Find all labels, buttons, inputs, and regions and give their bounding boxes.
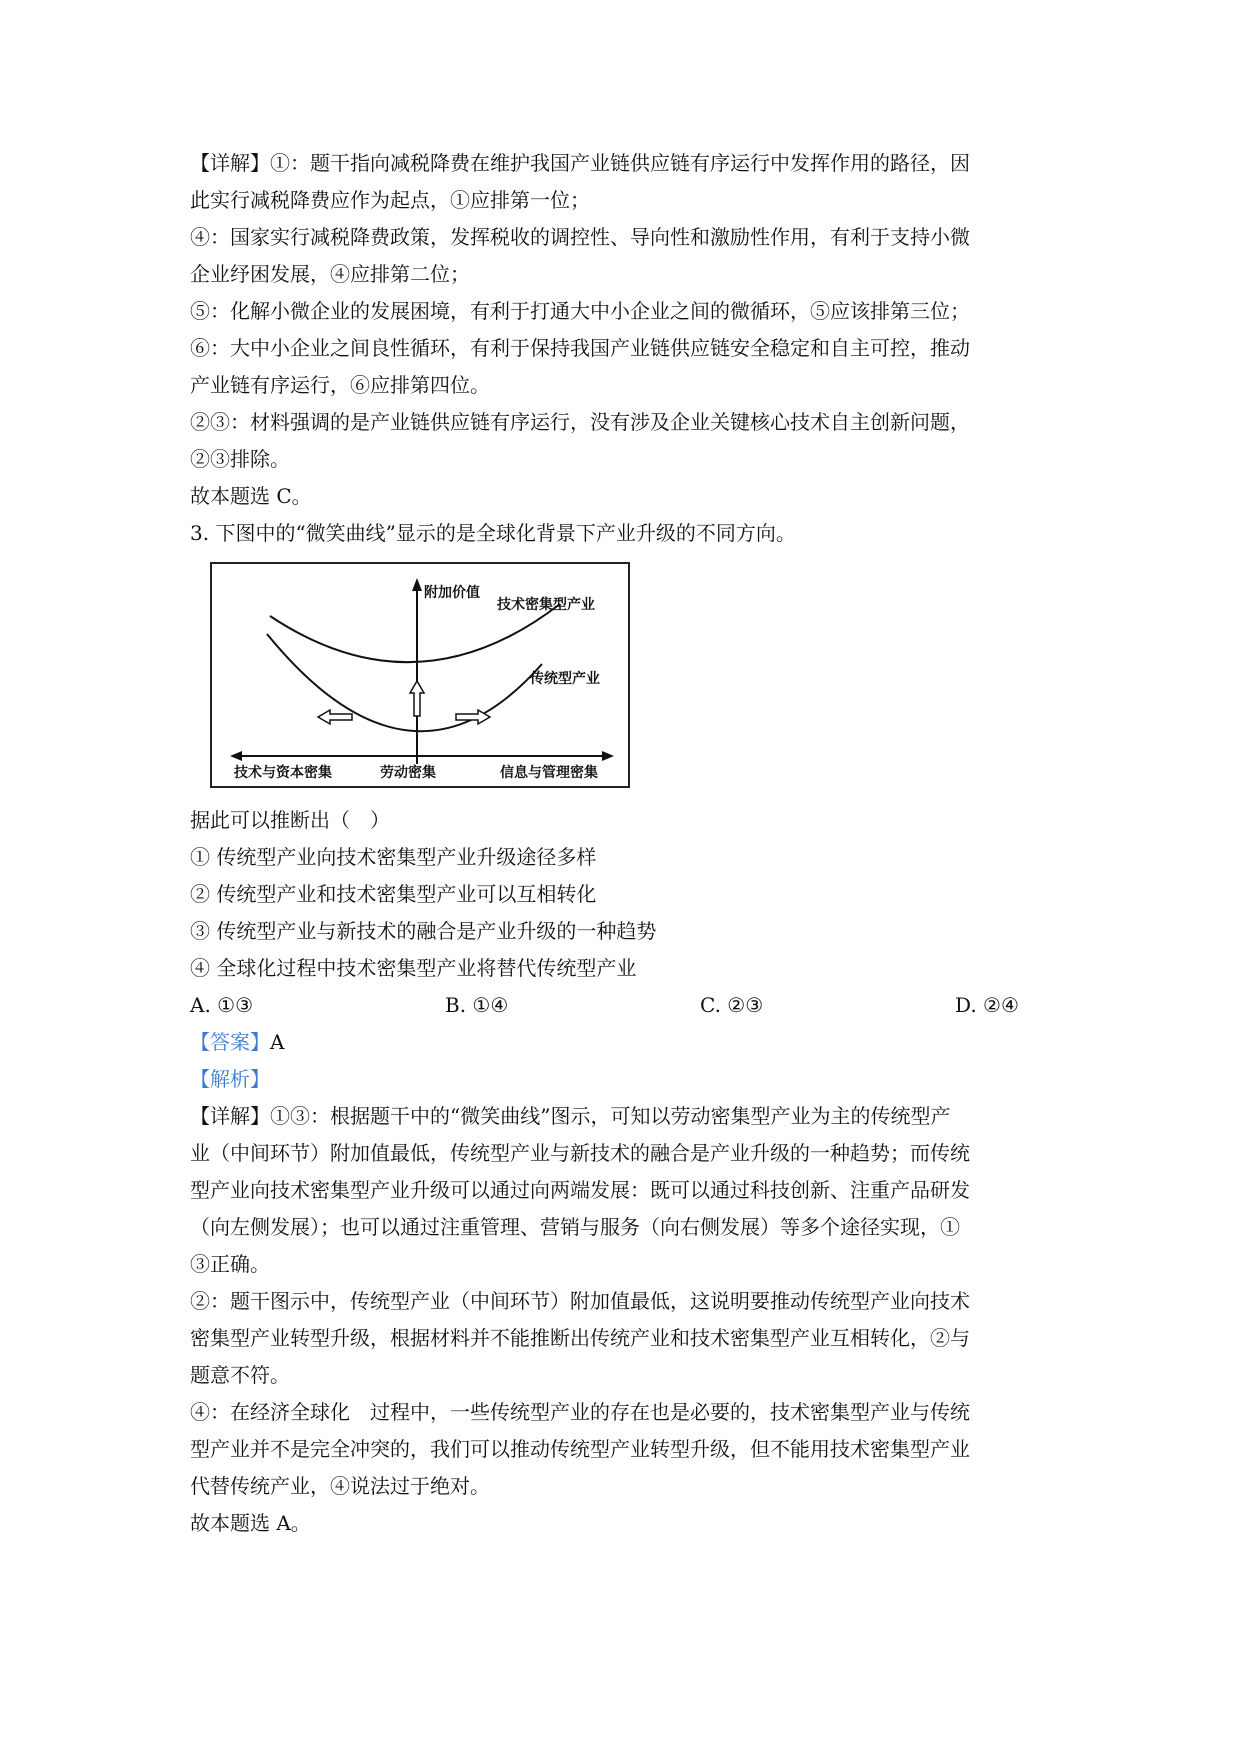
- text-line: 题意不符。: [190, 1363, 290, 1387]
- text-line: 【详解】①：题干指向减税降费在维护我国产业链供应链有序运行中发挥作用的路径，因: [190, 151, 970, 175]
- text-line: ⑥：大中小企业之间良性循环，有利于保持我国产业链供应链安全稳定和自主可控，推动: [190, 336, 970, 360]
- previous-answer-detail: [190, 145, 1050, 515]
- text-line: 代替传统产业，④说法过于绝对。: [190, 1474, 490, 1498]
- left-arrow-icon: [318, 710, 352, 724]
- text-line: 产业链有序运行，⑥应排第四位。: [190, 373, 490, 397]
- answer-detail: [190, 1098, 1050, 1542]
- up-arrow-icon: [410, 681, 424, 716]
- text-line: 此实行减税降费应作为起点，①应排第一位；: [190, 188, 590, 212]
- text-line: ③正确。: [190, 1252, 270, 1276]
- text-line: 企业纾困发展，④应排第二位；: [190, 262, 470, 286]
- lower-curve: [267, 634, 542, 731]
- answer-value: A: [270, 1030, 285, 1054]
- answer-line: [190, 1024, 1050, 1061]
- x-axis-left-arrow: [230, 751, 242, 761]
- text-line: ②：题干图示中，传统型产业（中间环节）附加值最低，这说明要推动传统型产业向技术: [190, 1289, 970, 1313]
- text-line: 业（中间环节）附加值最低，传统型产业与新技术的融合是产业升级的一种趋势；而传统: [190, 1141, 970, 1165]
- y-axis-arrow: [412, 578, 422, 591]
- x-mid-label: 劳动密集: [380, 765, 436, 781]
- text-line: ②③排除。: [190, 447, 290, 471]
- upper-curve-label: 技术密集型产业: [497, 597, 595, 613]
- text-line: ②③：材料强调的是产业链供应链有序运行，没有涉及企业关键核心技术自主创新问题，: [190, 410, 970, 434]
- text-line: （向左侧发展）；也可以通过注重管理、营销与服务（向右侧发展）等多个途径实现，①: [190, 1215, 960, 1239]
- option-a: A. ①③: [190, 993, 254, 1017]
- x-left-label: 技术与资本密集: [234, 765, 332, 781]
- x-axis-right-arrow: [602, 751, 614, 761]
- analysis-tag: 【解析】: [190, 1067, 270, 1091]
- text-line: 故本题选 A。: [190, 1511, 311, 1535]
- question-stem: 3. 下图中的“微笑曲线”显示的是全球化背景下产业升级的不同方向。: [190, 521, 796, 545]
- option-c: C. ②③: [700, 993, 764, 1017]
- statement: ③ 传统型产业与新技术的融合是产业升级的一种趋势: [190, 919, 657, 943]
- content: [190, 145, 1050, 1542]
- text-line: 【详解】①③：根据题干中的“微笑曲线”图示，可知以劳动密集型产业为主的传统型产: [190, 1104, 951, 1128]
- x-right-label: 信息与管理密集: [500, 765, 598, 781]
- text-line: 型产业向技术密集型产业升级可以通过向两端发展：既可以通过科技创新、注重产品研发: [190, 1178, 970, 1202]
- smile-curve-figure: [210, 562, 630, 788]
- option-b: B. ①④: [445, 993, 509, 1017]
- text-line: ④：在经济全球化 过程中，一些传统型产业的存在也是必要的，技术密集型产业与传统: [190, 1400, 970, 1424]
- y-axis-label: 附加价值: [424, 585, 480, 601]
- question-prompt: 据此可以推断出（ ）: [190, 808, 390, 832]
- statement: ① 传统型产业向技术密集型产业升级途径多样: [190, 845, 597, 869]
- statement: ④ 全球化过程中技术密集型产业将替代传统型产业: [190, 956, 637, 980]
- text-line: 型产业并不是完全冲突的，我们可以推动传统型产业转型升级，但不能用技术密集型产业: [190, 1437, 970, 1461]
- statement: ② 传统型产业和技术密集型产业可以互相转化: [190, 882, 597, 906]
- lower-curve-label: 传统型产业: [530, 671, 600, 687]
- answer-tag: 【答案】: [190, 1030, 270, 1054]
- text-line: ⑤：化解小微企业的发展困境，有利于打通大中小企业之间的微循环，⑤应该排第三位；: [190, 299, 970, 323]
- option-d: D. ②④: [955, 993, 1019, 1017]
- text-line: ④：国家实行减税降费政策，发挥税收的调控性、导向性和激励性作用，有利于支持小微: [190, 225, 970, 249]
- text-line: 密集型产业转型升级，根据材料并不能推断出传统产业和技术密集型产业互相转化，②与: [190, 1326, 970, 1350]
- text-line: 故本题选 C。: [190, 484, 312, 508]
- answer-options: [190, 987, 1050, 1024]
